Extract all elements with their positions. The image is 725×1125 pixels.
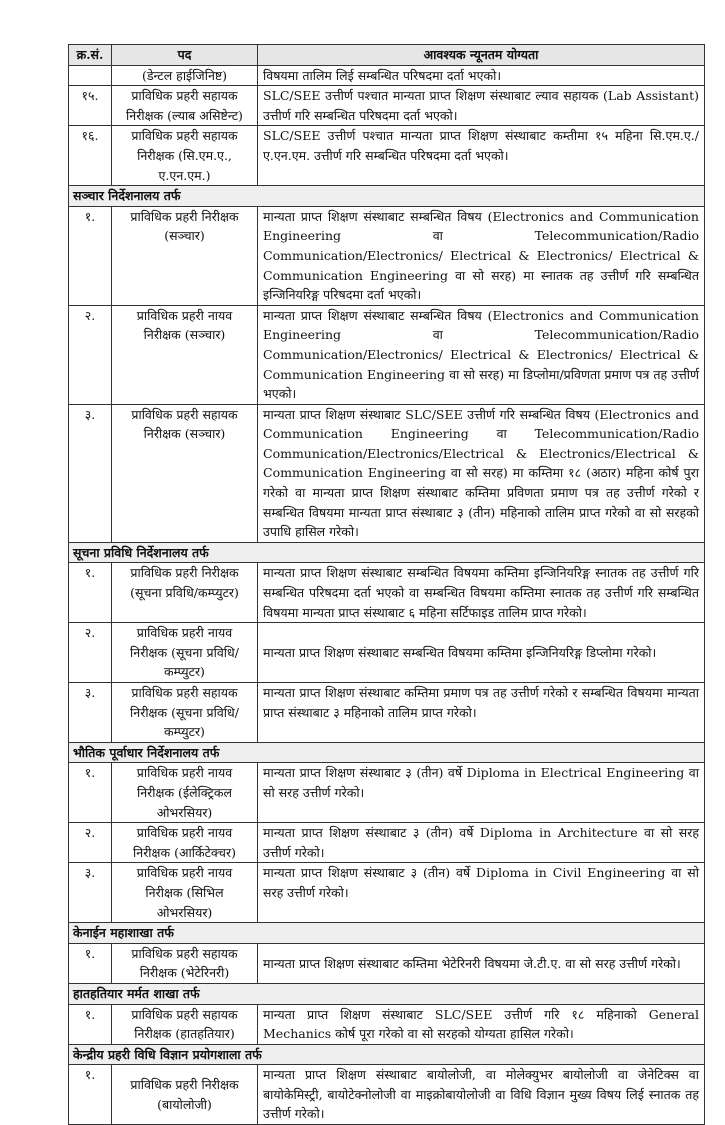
post-name: प्राविधिक प्रहरी नायव निरीक्षक (सञ्चार) bbox=[112, 305, 258, 404]
table-row bbox=[69, 683, 705, 743]
table-row bbox=[69, 763, 705, 823]
post-name: प्राविधिक प्रहरी सहायक निरीक्षक (हातहतियार) bbox=[112, 1004, 258, 1044]
header-sn: क्र.सं. bbox=[69, 45, 112, 66]
post-name: प्राविधिक प्रहरी नायव निरीक्षक (सिभिल ओभरसियर) bbox=[112, 863, 258, 923]
serial-number: २. bbox=[69, 623, 112, 683]
section-title: हातहतियार मर्मत शाखा तर्फ bbox=[69, 983, 705, 1004]
qualification-text: SLC/SEE उत्तीर्ण पश्चात मान्यता प्राप्त शिक्षण संस्थाबाट ल्याव सहायक (Lab Assistant) उत्तीर्ण गरि सम्बन्धित परिषदमा दर्ता भएको। bbox=[258, 86, 705, 126]
table-row bbox=[69, 404, 705, 542]
serial-number: १. bbox=[69, 763, 112, 823]
table-row bbox=[69, 86, 705, 126]
qualification-text: मान्यता प्राप्त शिक्षण संस्थाबाट सम्बन्धित विषयमा कम्तिमा इन्जिनियरिङ्ग स्नातक तह उत्तीर्ण गरि सम्बन्धित परिषदमा दर्ता भएको वा सम्बन्धित विषयमा कम्तिमा स्नातक तह उत्तीर्ण गरि सम्बन्धित विषयमा मान्यता प्राप्त संस्थाबाट ६ महिना सर्टिफाइड तालिम प्राप्त गरेको। bbox=[258, 563, 705, 623]
serial-number: ३. bbox=[69, 863, 112, 923]
post-name: प्राविधिक प्रहरी निरीक्षक (बायोलोजी) bbox=[112, 1065, 258, 1125]
serial-number bbox=[69, 65, 112, 86]
section-title: भौतिक पूर्वाधार निर्देशनालय तर्फ bbox=[69, 742, 705, 763]
section-title: केनाईन महाशाखा तर्फ bbox=[69, 923, 705, 944]
post-name: प्राविधिक प्रहरी सहायक निरीक्षक (भेटेरिनरी) bbox=[112, 943, 258, 983]
post-name: प्राविधिक प्रहरी नायव निरीक्षक (ईलेक्ट्रिकल ओभरसियर) bbox=[112, 763, 258, 823]
serial-number: २. bbox=[69, 823, 112, 863]
qualification-text: मान्यता प्राप्त शिक्षण संस्थाबाट बायोलोजी, वा मोलेक्युभर बायोलोजी वा जेनेटिक्स वा बायोकेमिस्ट्री, बायोटेक्नोलोजी वा माइक्रोबायोलोजी वा विधि विज्ञान मुख्य विषय लिई स्नातक तह उत्तीर्ण गरेको। bbox=[258, 1065, 705, 1125]
section-header-row bbox=[69, 923, 705, 944]
table-body bbox=[69, 65, 705, 1124]
qualification-text: मान्यता प्राप्त शिक्षण संस्थाबाट SLC/SEE उत्तीर्ण गरि सम्बन्धित विषय (Electronics and Communication Engineering वा Telecommunication/Radio Communication/Electronics/Electrical & Electronics/Electrical & Communication Engineering वा सो सरह) मा कम्तिमा १८ (अठार) महिना कोर्ष पुरा गरेको वा मान्यता प्राप्त शिक्षण संस्थाबाट कम्तिमा प्रविणता प्रमाण पत्र तह उत्तीर्ण गरेको र सम्बन्धित विषयमा मान्यता प्राप्त संस्थाबाट ३ (तीन) महिनाको तालिम प्राप्त गरेको वा सो सरहको उपाधि हासिल गरेको। bbox=[258, 404, 705, 542]
table-row bbox=[69, 863, 705, 923]
qualification-text: विषयमा तालिम लिई सम्बन्धित परिषदमा दर्ता भएको। bbox=[258, 65, 705, 86]
serial-number: ३. bbox=[69, 404, 112, 542]
section-header-row bbox=[69, 186, 705, 207]
section-header-row bbox=[69, 742, 705, 763]
header-qualification: आवश्यक न्यूनतम योग्यता bbox=[258, 45, 705, 66]
serial-number: १. bbox=[69, 1004, 112, 1044]
section-title: केन्द्रीय प्रहरी विधि विज्ञान प्रयोगशाला तर्फ bbox=[69, 1044, 705, 1065]
section-header-row bbox=[69, 542, 705, 563]
qualification-text: मान्यता प्राप्त शिक्षण संस्थाबाट ३ (तीन) वर्षे Diploma in Civil Engineering वा सो सरह उत्तीर्ण गरेको। bbox=[258, 863, 705, 923]
qualification-text: मान्यता प्राप्त शिक्षण संस्थाबाट सम्बन्धित विषयमा कम्तिमा इन्जिनियरिङ्ग डिप्लोमा गरेको। bbox=[258, 623, 705, 683]
post-name: प्राविधिक प्रहरी सहायक निरीक्षक (ल्याब असिष्टेन्ट) bbox=[112, 86, 258, 126]
table-row bbox=[69, 305, 705, 404]
post-name: (डेन्टल हाईजिनिष्ट) bbox=[112, 65, 258, 86]
post-name: प्राविधिक प्रहरी सहायक निरीक्षक (सञ्चार) bbox=[112, 404, 258, 542]
serial-number: १. bbox=[69, 1065, 112, 1125]
table-row bbox=[69, 126, 705, 186]
serial-number: ३. bbox=[69, 683, 112, 743]
post-name: प्राविधिक प्रहरी सहायक निरीक्षक (सूचना प्रविधि/कम्प्युटर) bbox=[112, 683, 258, 743]
table-row bbox=[69, 623, 705, 683]
table-row bbox=[69, 206, 705, 305]
serial-number: १. bbox=[69, 563, 112, 623]
qualification-text: मान्यता प्राप्त शिक्षण संस्थाबाट सम्बन्धित विषय (Electronics and Communication Engineering वा Telecommunication/Radio Communication/Electronics/ Electrical & Electronics/ Electrical & Communication Engineering वा सो सरह) मा स्नातक तह उत्तीर्ण गरि सम्बन्धित इन्जिनियरिङ्ग परिषदमा दर्ता भएको। bbox=[258, 206, 705, 305]
serial-number: १. bbox=[69, 943, 112, 983]
section-header-row bbox=[69, 1044, 705, 1065]
serial-number: २. bbox=[69, 305, 112, 404]
table-row bbox=[69, 943, 705, 983]
section-title: सञ्चार निर्देशनालय तर्फ bbox=[69, 186, 705, 207]
table-row bbox=[69, 823, 705, 863]
post-name: प्राविधिक प्रहरी नायव निरीक्षक (सूचना प्रविधि/कम्प्युटर) bbox=[112, 623, 258, 683]
qualification-text: मान्यता प्राप्त शिक्षण संस्थाबाट कम्तिमा भेटेरिनरी विषयमा जे.टी.ए. वा सो सरह उत्तीर्ण गरेको। bbox=[258, 943, 705, 983]
serial-number: १६. bbox=[69, 126, 112, 186]
table-row bbox=[69, 1065, 705, 1125]
header-post: पद bbox=[112, 45, 258, 66]
qualification-text: मान्यता प्राप्त शिक्षण संस्थाबाट ३ (तीन) वर्षे Diploma in Electrical Engineering वा सो सरह उत्तीर्ण गरेको। bbox=[258, 763, 705, 823]
qualification-text: मान्यता प्राप्त शिक्षण संस्थाबाट कम्तिमा प्रमाण पत्र तह उत्तीर्ण गरेको र सम्बन्धित विषयमा मान्यता प्राप्त संस्थाबाट ३ महिनाको तालिम प्राप्त गरेको। bbox=[258, 683, 705, 743]
table-row bbox=[69, 65, 705, 86]
post-name: प्राविधिक प्रहरी निरीक्षक (सूचना प्रविधि/कम्प्युटर) bbox=[112, 563, 258, 623]
post-name: प्राविधिक प्रहरी निरीक्षक (सञ्चार) bbox=[112, 206, 258, 305]
post-name: प्राविधिक प्रहरी नायव निरीक्षक (आर्किटेक्चर) bbox=[112, 823, 258, 863]
qualification-text: मान्यता प्राप्त शिक्षण संस्थाबाट सम्बन्धित विषय (Electronics and Communication Engineering वा Telecommunication/Radio Communication/Electronics/ Electrical & Electronics/ Electrical & Communication Engineering वा सो सरह) मा डिप्लोमा/प्रविणता प्रमाण पत्र तह उत्तीर्ण भएको। bbox=[258, 305, 705, 404]
serial-number: १. bbox=[69, 206, 112, 305]
serial-number: १५. bbox=[69, 86, 112, 126]
table-row bbox=[69, 563, 705, 623]
section-header-row bbox=[69, 983, 705, 1004]
qualification-text: मान्यता प्राप्त शिक्षण संस्थाबाट ३ (तीन) वर्षे Diploma in Architecture वा सो सरह उत्तीर्ण गरेको। bbox=[258, 823, 705, 863]
qualification-text: मान्यता प्राप्त शिक्षण संस्थाबाट SLC/SEE उत्तीर्ण गरि १८ महिनाको General Mechanics कोर्ष पूरा गरेको वा सो सरहको योग्यता हासिल गरेको। bbox=[258, 1004, 705, 1044]
qualification-text: SLC/SEE उत्तीर्ण पश्चात मान्यता प्राप्त शिक्षण संस्थाबाट कम्तीमा १५ महिना सि.एम.ए./ए.एन.एम. उत्तीर्ण गरि सम्बन्धित परिषदमा दर्ता भएको। bbox=[258, 126, 705, 186]
table-header-row bbox=[69, 45, 705, 66]
section-title: सूचना प्रविधि निर्देशनालय तर्फ bbox=[69, 542, 705, 563]
table-row bbox=[69, 1004, 705, 1044]
qualification-table bbox=[68, 44, 705, 1125]
post-name: प्राविधिक प्रहरी सहायक निरीक्षक (सि.एम.ए., ए.एन.एम.) bbox=[112, 126, 258, 186]
